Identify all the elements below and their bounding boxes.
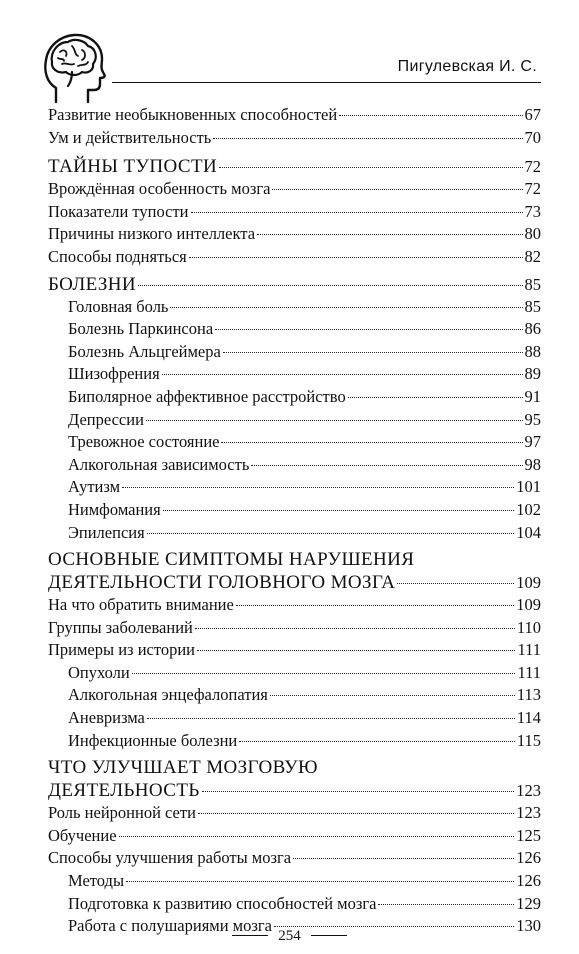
- toc-subentry[interactable]: [48, 386, 541, 409]
- toc-entry[interactable]: [48, 178, 541, 201]
- toc-entry-page: 88: [524, 341, 541, 361]
- toc-entry-title: На что обратить внимание: [48, 595, 234, 615]
- leader-dots: [251, 465, 522, 466]
- toc-entry[interactable]: [48, 104, 541, 127]
- toc-subentry[interactable]: [48, 662, 541, 685]
- toc-entry-title: Биполярное аффективное расстройство: [68, 386, 346, 406]
- toc-entry[interactable]: [48, 825, 541, 848]
- toc-entry-page: 89: [524, 364, 541, 384]
- leader-dots: [348, 397, 523, 398]
- toc-entry-title: Болезнь Паркинсона: [68, 319, 214, 339]
- toc-entry-page: 126: [516, 848, 541, 868]
- toc-subentry[interactable]: [48, 454, 541, 477]
- toc-entry-page: 130: [516, 916, 541, 936]
- toc-entry-title: Головная боль: [68, 296, 169, 316]
- toc-entry-title: Шизофрения: [68, 364, 160, 384]
- toc-entry-page: 95: [524, 409, 541, 429]
- toc-entry-page: 123: [516, 803, 541, 823]
- leader-dots: [270, 695, 515, 696]
- toc-section-title: ДЕЯТЕЛЬНОСТИ ГОЛОВНОГО МОЗГА: [48, 572, 396, 594]
- toc-entry-page: 85: [524, 296, 541, 316]
- toc-subentry[interactable]: [48, 363, 541, 386]
- toc-section-stupidity[interactable]: [48, 155, 541, 178]
- toc-entry-title: Болезнь Альцгеймера: [68, 341, 221, 361]
- toc-entry-title: Тревожное состояние: [68, 432, 220, 452]
- leader-dots: [197, 650, 515, 651]
- toc-entry-page: 101: [516, 477, 541, 497]
- leader-dots: [223, 352, 523, 353]
- toc-entry-page: 109: [516, 595, 541, 615]
- toc-entry-page: 86: [524, 319, 541, 339]
- toc-entry-title: Инфекционные болезни: [68, 730, 238, 750]
- leader-dots: [191, 212, 523, 213]
- leader-dots: [219, 167, 522, 168]
- toc-entry-title: Аневризма: [68, 708, 145, 728]
- toc-entry-page: 82: [524, 246, 541, 266]
- toc-entry-title: Эпилепсия: [68, 522, 145, 542]
- toc-subentry[interactable]: [48, 870, 541, 893]
- toc-section-improve-line1[interactable]: ЧТО УЛУЧШАЕТ МОЗГОВУЮ: [48, 757, 318, 779]
- toc-entry-page: 113: [516, 685, 541, 705]
- toc-section-title: БОЛЕЗНИ: [48, 273, 137, 295]
- toc-section-page: 109: [516, 573, 541, 593]
- toc-section-title: ДЕЯТЕЛЬНОСТЬ: [48, 780, 200, 802]
- toc-subentry[interactable]: [48, 296, 541, 319]
- toc-entry-title: Способы подняться: [48, 246, 187, 266]
- head-profile-icon: [38, 28, 110, 106]
- toc-subentry[interactable]: [48, 431, 541, 454]
- toc-entry[interactable]: [48, 847, 541, 870]
- running-header-author: Пигулевская И. С.: [397, 58, 537, 75]
- toc-section-improve[interactable]: [48, 779, 541, 802]
- leader-dots: [397, 583, 514, 584]
- toc-entry-page: 67: [524, 105, 541, 124]
- toc-entry-title: Работа с полушариями мозга: [68, 916, 272, 936]
- leader-dots: [119, 836, 515, 837]
- toc-entry-title: Способы улучшения работы мозга: [48, 848, 292, 868]
- toc-entry-title: Опухоли: [68, 662, 130, 682]
- leader-dots: [138, 285, 522, 286]
- toc-subentry[interactable]: [48, 684, 541, 707]
- leader-dots: [162, 374, 523, 375]
- toc-entry-page: 91: [524, 386, 541, 406]
- toc-entry[interactable]: [48, 201, 541, 224]
- leader-dots: [257, 234, 522, 235]
- toc-subentry[interactable]: [48, 893, 541, 916]
- toc-entry-page: 115: [516, 730, 541, 750]
- toc-entry-title: Ум и действительность: [48, 127, 212, 147]
- leader-dots: [147, 718, 515, 719]
- toc-section-page: 85: [524, 274, 541, 294]
- toc-entry-page: 102: [516, 499, 541, 519]
- page-number: 254: [278, 928, 301, 944]
- leader-dots: [189, 257, 523, 258]
- toc-entry[interactable]: [48, 594, 541, 617]
- toc-entry-page: 126: [516, 871, 541, 891]
- toc-entry-page: 111: [517, 640, 541, 660]
- toc-entry-title: Врождённая особенность мозга: [48, 179, 271, 199]
- toc-entry-title: Депрессии: [68, 409, 144, 429]
- leader-dots: [272, 189, 522, 190]
- page-footer: [0, 928, 579, 945]
- toc-entry[interactable]: [48, 802, 541, 825]
- leader-dots: [202, 791, 515, 792]
- toc-entry[interactable]: [48, 223, 541, 246]
- leader-dots: [195, 628, 515, 629]
- toc-section-diseases[interactable]: [48, 273, 541, 296]
- toc-entry-title: Роль нейронной сети: [48, 803, 196, 823]
- toc-entry-page: 98: [524, 454, 541, 474]
- toc-entry-title: Группы заболеваний: [48, 617, 193, 637]
- leader-dots: [170, 307, 522, 308]
- leader-dots: [293, 858, 514, 859]
- toc-subentry[interactable]: [48, 409, 541, 432]
- footer-rule-right: [311, 935, 347, 936]
- toc-section-symptoms[interactable]: [48, 571, 541, 594]
- toc-section-page: 72: [524, 157, 541, 177]
- table-of-contents: [48, 104, 541, 938]
- toc-entry-title: Причины низкого интеллекта: [48, 224, 256, 244]
- toc-entry[interactable]: [48, 127, 541, 150]
- leader-dots: [147, 533, 515, 534]
- toc-entry-page: 80: [524, 224, 541, 244]
- toc-entry-title: Методы: [68, 871, 125, 891]
- toc-subentry[interactable]: [48, 318, 541, 341]
- toc-subentry[interactable]: [48, 341, 541, 364]
- toc-entry[interactable]: [48, 639, 541, 662]
- leader-dots: [146, 420, 523, 421]
- toc-entry-title: Аутизм: [68, 477, 121, 497]
- toc-entry-page: 73: [524, 201, 541, 221]
- toc-entry-page: 97: [524, 432, 541, 452]
- leader-dots: [239, 741, 515, 742]
- leader-dots: [122, 487, 514, 488]
- leader-dots: [132, 673, 516, 674]
- toc-section-page: 123: [516, 781, 541, 801]
- toc-entry-page: 111: [517, 662, 541, 682]
- leader-dots: [126, 881, 514, 882]
- toc-entry-title: Нимфомания: [68, 499, 161, 519]
- toc-subentry[interactable]: [48, 476, 541, 499]
- leader-dots: [213, 138, 522, 139]
- header-rule: [112, 82, 541, 83]
- toc-section-symptoms-line1[interactable]: ОСНОВНЫЕ СИМПТОМЫ НАРУШЕНИЯ: [48, 549, 415, 571]
- toc-entry-title: Развитие необыкновенных способностей: [48, 105, 338, 124]
- leader-dots: [221, 442, 522, 443]
- leader-dots: [215, 329, 522, 330]
- toc-entry-page: 70: [524, 127, 541, 147]
- toc-entry-page: 104: [516, 522, 541, 542]
- toc-entry-title: Алкогольная энцефалопатия: [68, 685, 268, 705]
- leader-dots: [378, 904, 514, 905]
- leader-dots: [198, 813, 514, 814]
- toc-entry[interactable]: [48, 617, 541, 640]
- leader-dots: [236, 605, 514, 606]
- toc-subentry[interactable]: [48, 707, 541, 730]
- leader-dots: [339, 115, 522, 116]
- toc-entry-title: Показатели тупости: [48, 201, 189, 221]
- toc-entry-title: Подготовка к развитию способностей мозга: [68, 893, 377, 913]
- toc-entry-page: 110: [516, 617, 541, 637]
- footer-rule-left: [232, 935, 268, 936]
- toc-subentry[interactable]: [48, 499, 541, 522]
- toc-entry[interactable]: [48, 246, 541, 269]
- toc-entry-page: 72: [524, 179, 541, 199]
- toc-subentry[interactable]: [48, 730, 541, 753]
- toc-entry-title: Обучение: [48, 825, 117, 845]
- leader-dots: [163, 510, 515, 511]
- toc-entry-title: Алкогольная зависимость: [68, 454, 250, 474]
- toc-entry-page: 125: [516, 825, 541, 845]
- toc-entry-page: 114: [516, 708, 541, 728]
- toc-section-title: ТАЙНЫ ТУПОСТИ: [48, 156, 218, 178]
- toc-entry-page: 129: [516, 893, 541, 913]
- toc-subentry[interactable]: [48, 522, 541, 545]
- toc-entry-title: Примеры из истории: [48, 640, 196, 660]
